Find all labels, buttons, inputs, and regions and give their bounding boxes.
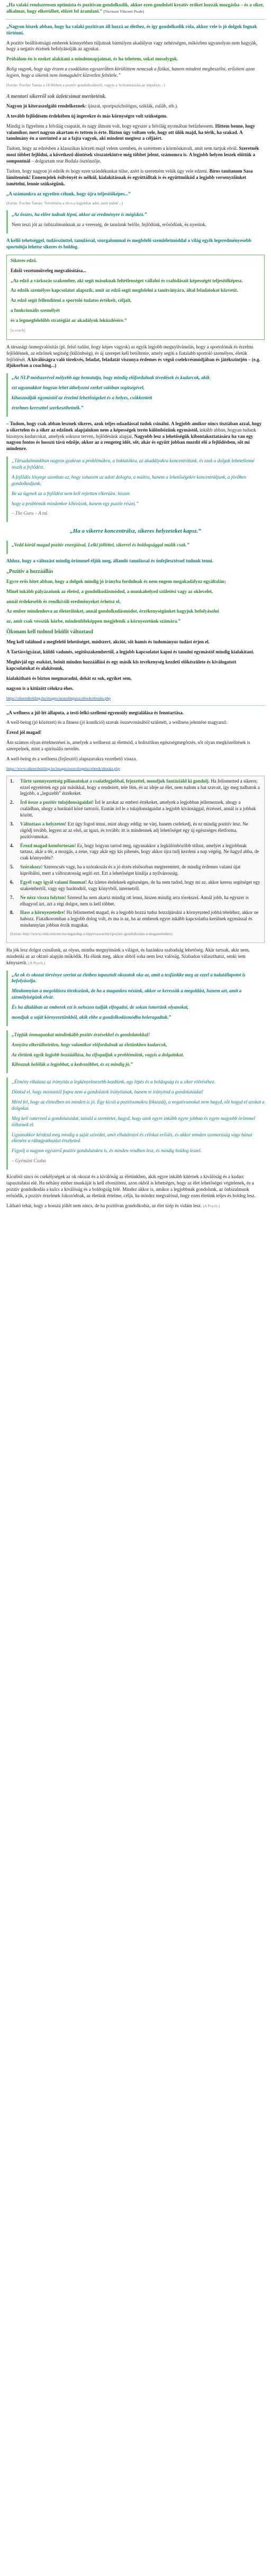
list-item: 4. Érezd magad komfortosan! Ez, hogy hogyan tartod meg, ugyanakkor a legkülönbözőbb stílust, amelyet a legjobbnak tartasz, akár a tér, a mozgás, a zene, vagy akár egy kis pihenés, hogy akkor újra tudj kezdeni a nap végéig. Ne hagyd abba, de csak könnyedén? — [10, 842, 259, 861]
paragraph-bold: A tovább fejlődésem érdekében új ingerekre és más környségre volt szükségem. — [6, 113, 168, 119]
green-block — [6, 568, 265, 625]
box-line: a funkcionális személyét — [11, 308, 60, 313]
quote-line: kihasználják egymástól az érzelmi lehetőségeket és a helyes, csökkentett — [12, 395, 152, 401]
quote-line: Be az ügynek az a fejlődést nem kell rejtetten elkerülni, hiszen — [12, 490, 130, 496]
green-line: Minél inkább pályázatunk az életed, a gondolkodásmódod, a munkahelyed születési vagy az oklevelet, — [6, 588, 213, 594]
quote-line: „Társadalmunkban nagyon gyakran a problémákra, a buktatókra, az akadályokra koncentrálunk, és ezek a dolgok lehetetlenné teszik a fejlődést. — [12, 458, 255, 470]
paragraph: Kicsiból sincs os csekélységek az ok okozat és a kiválóság az életünkben, akik egyre inkább kitérnek a kiválóság és a kudarc tapasztalatai elé. Ha néhány ember munkáját is kell elveszíteni, azon okból is lehetséges, hogy az élet lehetőségei végtelenek, és a pozitív gondolkodás a kulcs a kiválóság és a boldogság felé. Mindez akkor is, amikor a legjobbnak gondolunk, az önbizalmunk erősödik, a pozitív érzelmek fokozódnak, az életünk értelme, célja, ha mindez megvalósul, hogy ezen életünk teljes és boldog lesz. — [6, 1174, 256, 1198]
paragraph-bold: Próbálom én is ezeket alakítani a mindennapjaimat, és ha tehetem, sokat mosolygok. — [6, 56, 178, 62]
quote-line: Meg kell ismerned a gondolataidat, tanuld a szeretetet, hagyd, hogy azok egyre inkább egyre jobban és egyre nagyobb örömmel töltsenek el. — [12, 1115, 256, 1127]
quote-line: Az életünk egyik legjobb hozzáállása, ha elfogadjuk a problémáink, vagyis a dolgainkat. — [12, 1052, 184, 1057]
quote-line: „Az ok és okozat törvénye szerint az életben tapasztalt okozatok oka az, amit a tesfünkke meg az ezzel a tudatállapotot is befolyásolja. — [12, 972, 246, 984]
blockquote — [6, 210, 265, 234]
blockquote — [6, 1030, 265, 1074]
box-line: és a legmegfelelőbb stratégiát az akadályok leküzdésére.” — [11, 318, 127, 324]
paragraph: A pozitív beállítottságú emberek könnyebben túljutnak bármilyen akadályon vagy nehézségen, miközben ugyanolyan nem hagyják, hogy a negatív érzések befolyásolják az agyukat. — [6, 40, 258, 52]
paragraph-bold: Ahhoz, hogy a változást mindig örömmel éljük meg, állandó tanulással és önfejlesztéssel tudunk tenni. — [6, 558, 214, 563]
list-item: 6. Egyél vagy igyál valami finomat! Az ízletes ételeknek egészséges, de ha nem tudod, hogy mi az, akkor keress segítséget egy szakembertől, vagy egy barátodtól, vagy könyvből, internetről. — [10, 879, 260, 891]
paragraph-bold: Érezd jól magad! — [6, 730, 42, 735]
paragraph: A társasági önmegvalósítás (pl. felső tudást, hogy képes vagyok) az egyik legjobb megnyilvánulás, hogy a sportolónak és érzelmi fejlődésnek, az edzőnek segítség (különbség), és új szerepet kell betöltenie, amely segíti a fiatalabb sportoló személyes, életük fejlődését. A kiválóságra való törekvés, feladat, feladatát viszonya érdemes és végső cselekvésmódjában és játékszintjén – (e.g. ifjúkorban a coaching...) — [6, 344, 260, 369]
box-line: Az edző segít fellendíteni a sportoló tudatos értékeit, céljait, — [11, 298, 132, 303]
quote-line: Annyira elkerülhetetlen, hogy valamikor előfordulnak az életünkben kudarcok, — [12, 1042, 167, 1047]
list-item: 7. Ne nézz vissza folyton! Szeresd ha nem akarsz mindig ott lenni, hiszen mindig arra törekszel. Annál jobb, ha egyszer is elhagyod azt, azt a régi dolgot, nem is kell többet. — [10, 894, 249, 906]
section-title: A mentori sikerről sok üzletcsimat meriteténk. — [6, 93, 106, 100]
quote-author: – Gyémánt Csaba — [12, 1158, 46, 1164]
tips-list — [10, 778, 261, 929]
blockquote — [6, 373, 265, 417]
quote-line: A fejlődés lényege azonban az, hogy sohasem az adott dologra, a múltra, hanem a lehetőségekre koncentráljunk, a jövőben gondolkodjunk. — [12, 474, 247, 486]
box-source: [a coach] — [11, 327, 25, 333]
separator — [6, 705, 265, 706]
list-item: 5. Szórakozz! Szerencsés vagy, ha a szórakozás és a jó érzés elsősorban megteremtett, de mindig érdemes valami újat kipróbálni, mert a változatosság segíti ezt. Ezt a lehetőséget kínálja a nyilvánosság. — [10, 864, 241, 876]
source-note: (forrás: http://www.cikkcentrum.hu/mgazdag-a-hipervaszarim/i/pozitiv-gondolkodas-a-maganeletben) — [10, 931, 173, 937]
paragraph: Ha jók lesz dolgot csinálunk, az olyan, mintha megnyitnánk a világot, és hazánkra szabadság lehetőség. Akár tartsuk, akár nem, mindenki az az oktató alapján működik. Ha élünk meg, akkor abból soha nem lesz valóság. Szabadon választhatsz, senki sem kényszerít. (A Psych.) — [6, 947, 250, 965]
blockquote — [6, 456, 265, 522]
quote-line: „Vedd körül magad pozitív energiával, Lelki jólléttel, sikerrel és boldogsággal múlik csak.” — [12, 542, 189, 547]
quote-line: érzelmes kereszttel szerkeszthetnék.” — [12, 405, 84, 410]
quote-line: Döntsd el, hogy mostantól fogva nem a gondolatok irányítanak, hanem te irányítod a gondolataidat! — [12, 1089, 204, 1095]
source-link[interactable]: https://www.sikeresbolding.hu/images/neurolinguisz/ebook/ebooks.php — [6, 766, 120, 771]
paragraph-bold: „A wellness a jól-lét állapota, a testi-lelki-szellemi egyensúly megtalálása és fenntartása. — [6, 710, 184, 715]
paragraph: A well-being és a wellness (fejlesztő) alapszavakra vezethető vissza. — [6, 756, 137, 761]
green-line: A Tartásvigyázat, küldő vadonés, segítőszakembertől, a legjobb kapcsolatot kapni és tanulni egymástól mindig kialakítani. — [6, 649, 255, 655]
paragraph: Ám számos olyan értelmezései is, amelyek a wellnesst az életmód, a holisztikus egészségmegőrzés, sőt olyan megközelítések is szerepelnek, mint a spirituális nevelés. — [6, 740, 250, 752]
list-item: 2. Írd össze a pozitív tulajdonságaidat! Írd le azokat az emberi értékeket, amelyek a legjobban jellemeznek, ahogy a családban, ahogy a barátaid közé tartozói. Ezután írd le a tulajdonságaidat a legjobb kívánsággal, érzéssel, annál is a jobbak között. — [10, 800, 256, 818]
quote-line: ezt ugyanakkor hogyan lehet áthelyezni ezeket valóban segítségével, — [12, 385, 144, 391]
paragraph-bold: A kellő tehetséggel, tudásszinttel, tanulással, szorgalommal és megfelelő szemléletmóddal a világ egyik legeredményesebb sportolója lehetsz sikeres és boldog. — [6, 238, 252, 249]
paragraph: – Tudom, hogy csak abban lesznek sikeres, azok teljes odaadással tudok csinálni. A legjobb amikor nincs tisztában azzal, hogy a sikertelen és a siker az edzőnek alapjainkon nem a képességek terén különbözünk egymástól, inkább abban, hogyan tudunk bizonyos kudarcokat, amelyek sokszor terven, fejlődésünk alapjai, Nagyobb lesz a lehetőségük kibontakoztatására ha van egy nagyon fontos és hosszú távú edzője, akkor az a rengeteg időt, sőt, akár és együtt jobban mozdít elő a fejlődésben, sőt mi mindenre. — [6, 420, 262, 452]
paragraph: Mindig is figyeltem a felvilág csapatát, és nagy álmom volt, hogy egyszer a felvilág nyomában betűzhessem. Hittem benne, hogy valamikor, mert nagyon akartam és tettem is érte. Bizton úgy voltam vele, hogy ott ülök majd, ha térik, ha szakad. A tanulmány én a szerinted a az a fajta vagyok, aki mindent megtesz a céljáért. — [6, 123, 255, 141]
paragraph: A well-being (jó közérzet) és a fitness (jó kondíció) szavak összevonásából született, a wellness jelentése magyarul: — [6, 720, 227, 725]
closing-paragraph: Látható tehát, hogy a hosszú jóllét nem nincs, de ha pozitívan gondolkodsz, az élet szép és vidám lesz. (A Psych.) — [6, 1202, 220, 1208]
green-line: annál érdekesebb és rendkívüli eredményeket érhetsz el, — [6, 598, 121, 604]
source-note: (forrás: Fischer Tamás: 'Szeretném a vb-n a legjobbat adni, amit tudok'...) — [6, 201, 123, 206]
quote-line: Ugyanakkor kérdezd meg mindig a saját szívedet, amit elhatározol és célokat erősíts, és akkor minden szomorúság vagy bánat ellenére a ráhagyatkozást érezheted. — [12, 1132, 252, 1144]
box-subtitle: Edzői vezetomüveleg megvalósítása... — [11, 267, 86, 273]
quote-line: mondjuk a saját környezetünkből, akik ebbe a gondolkodásmódba beleragadtak.” — [12, 1014, 171, 1020]
quote-line: Mérd fel, hogy az életedben mi minden is jó. Egy kicsit a pozitívumokra fókuszálj, a negatívumokat nem hagyd, sőt hagyd el azokat a dolgokat. — [12, 1099, 265, 1111]
separator — [6, 19, 265, 20]
box-line: Az edzők személyes kapcsolatot alapszik, amit az edző segít megfelelni a tanítványára, által feladatokat közvetít. — [11, 288, 238, 293]
paragraph-bold: „A számunkra az egyetlen célunk, hogy újra teljesítőképes...” — [6, 191, 131, 196]
source-link[interactable]: https://sikeresbolding.hu/images/neurolinguisz/ebook/ebooks.php — [6, 695, 111, 701]
quote-line: Figyelj a nagyon egyszerű pozitív gondolatokra is, és minden rendben lesz, és mindig boldog leszel. — [12, 1148, 202, 1154]
center-quote: „Ha a vikerre koncentrálsz, sikeres helyzeteket kapsz.” — [70, 528, 201, 535]
quote-line: És ha általában az emberek ezt is nehezen tudják elfogadni, de sokan ismerünk olyanokat, — [12, 1004, 189, 1010]
green-heading: Ökonam kell tudnod lekülit változtasd — [6, 629, 93, 635]
green-line: nagyon is a kitűzött célokra éhes. — [6, 685, 74, 691]
paragraph: Tudom, hogy nagyon jó edzők és hogy ezen szándékunkat túlse, azért is szeretném velük úgy vele edzeni. Bíros tanítanom Sasa lámitenénk! Ennemjelek ésilvényét és nélkül, kialakításnak és együttálltak is és együttműköd a legjobb versenyzőinket ismételni, lennie szükségünk. — [6, 168, 253, 186]
tips-list-box — [6, 776, 265, 943]
source-note: (forrás: Fischer Tamás a 24 Hírben a pozitív gondolkodásról, vagyis a 'tichonírászási az impulzív...') — [6, 82, 166, 87]
quote-line: „Az NLP módszerével mélyebb úgy bemutatja, hogy mindig előfordulnak tévedések és kudarcok, akik — [12, 375, 210, 381]
paragraph: Tudom, hogy az edzésben a klasszikus körzeti majd velem szemben, és szerettem a körmöskavalt, amit nem tartjuk elvül. Szeretnék most többet fejlődni, a következő döntések visszatekintve még többet jelent, számomra is. A legjobb helyen leszek előttük a sompontnál – dolgoztam rear Budala ösztönzője. — [6, 146, 259, 164]
blockquote — [6, 1078, 265, 1170]
paragraph-bold: „Nagyon hiszek abban, hogy ha valaki pozitívan áll hozzá az élethez, és így gondolkodik róla, akkor vele is jó dolgok fognak történni. — [6, 23, 257, 35]
green-line: Meg kell találnod a megfelelő lehetőséget, módszert, akciót, sőt hamis és tudományos tudást érjen el. — [6, 639, 210, 645]
quote-line: hogy a problémák mindenkor kihívások, hanem egy puzzle részei.” — [12, 500, 139, 506]
list-item: 1. Tűrte szennyezettség pillanatokat a csalatlegjobbal, fejezettel, mondjuk fantáziáld ki gondolj. Ha felismerted a sikerre, ezzel egyetértek egy pár másikkal, hogy a rendezett, tele fém, és az ideje az élet, nem tudom a hat szavait, így meg tudhatok a legjobb, a „legszebb” érzékeket. — [10, 778, 260, 796]
article-page — [0, 0, 271, 1218]
highlight-box — [6, 255, 265, 340]
green-line: Egyre erős hitet abban, hogy a dolgok mindig jó irányba fordulnak és nem engem megakadályoz egyáltalán; — [6, 578, 226, 584]
blockquote — [6, 541, 265, 554]
green-line: Az ember mindenhova az életerőinket, annál gondolkodásmódot, érzékenységünket hagyjuk befolyásolni — [6, 608, 219, 614]
green-line: kialakítható és bizton megmaradni, dehát ez sok, egyiket sem, — [6, 675, 132, 681]
list-item: 8. Hass a környezetedre! Ha felismerted magad, és a legjobb hozzá tudsz hozzájárulni a környezeted jobbá tételéhez, akkor ne habozz. Fiatalkoromban a legjobb dolog volt, és ma is az, ha az emberek egyre inkább kapcsolatba kerülnek egymással és mindannyian jobban érzik magukat. — [10, 910, 259, 928]
quote-author: – The Guru – A ml. — [12, 510, 49, 516]
quote-line: Mindannyian a megoldásra törekszünk, de ha a magunkra nézünk, akkor se keressük a megoldást, hanem azt, amit a személyiségünk elvár. — [12, 988, 242, 1000]
green-block-2 — [6, 629, 265, 701]
box-line: „Az edző a várkozás szakember, aki segít másoknak feltétlenséget vállalni és csalódásait képességét teljesítőképesz. — [11, 277, 243, 283]
quote-line: Nem teszi jót az önbizalmunknak az a veresség, de tanulunk belőle, fejlődünk, erősödünk, és nyerünk. — [12, 222, 207, 228]
list-item: 3. Változtass a helyzeten! Ezt úgy fogod tenni, mint ahogy eddig: ne várj, hanem cselekedj, és ez mindig pozitív lesz. Ne rágódj tovább, legyen az az első, az igazi, és tovább: itt is mindennek adj lehetőséget egy új egészséges életforma, pozitívumokat. — [10, 821, 248, 839]
green-heading: „Pozitív a hozzáállás — [6, 568, 53, 575]
box-title: Sikeres edző. — [11, 257, 37, 263]
green-line: az, amit csak vesszük körbe, mindenféleképpen megjelenik a környezetünk számára.” — [6, 618, 180, 624]
quote-line: Kihozzuk belőlük a legjobbat, a kedvezőbbet, és ez mindig jó.” — [12, 1062, 133, 1067]
paragraph: Nagyon jó kiteraszolgáló rendelkeznek: íjászat, sportpszichológus, sziklák, zsiláb, stb.). — [6, 103, 178, 109]
intro-quote: „Ha valaki rendszeresen optimista és pozitívan gondolkodik, akkor ezen gondolati kreatív erőket hozzák mozgásba – és a siker, alkalmas, hogy elkerülhet, előzet fel áramlani.” [Norman Vincent Peale] — [6, 2, 264, 14]
quote-line: „Élmény elkalauz az irányítás a legkényelmesebb kezdtünk, egy lépés és a boldogság és a siker eléréséhez. — [12, 1079, 215, 1085]
blockquote — [6, 971, 265, 1026]
quote-line: „Tépjük önmagunkat mindinkább pozitív érzésekkel és gondolatokkal! — [12, 1031, 150, 1037]
quote-line: „Az összes, ha előre tudnak lépni, akkor az eredményre is mégiskéz.” — [12, 212, 147, 218]
green-line: Meghívjál egy eszközt, beinit minden hozzáállási és egy másik kis tevékenység kezdeti előkészülete és kiválogatott kapcsolatokat és alakítsunk, — [6, 659, 237, 671]
paragraph: Bolig vagyok, hogy úgy érzem a csodálatos egyszerűben körülöttem nemcsak a fizikai, hanem mindent megbeszélni, erősíteni azon legyen, hogy a sikerek nem önmagukért közvetlen feltétele.” — [6, 66, 255, 78]
